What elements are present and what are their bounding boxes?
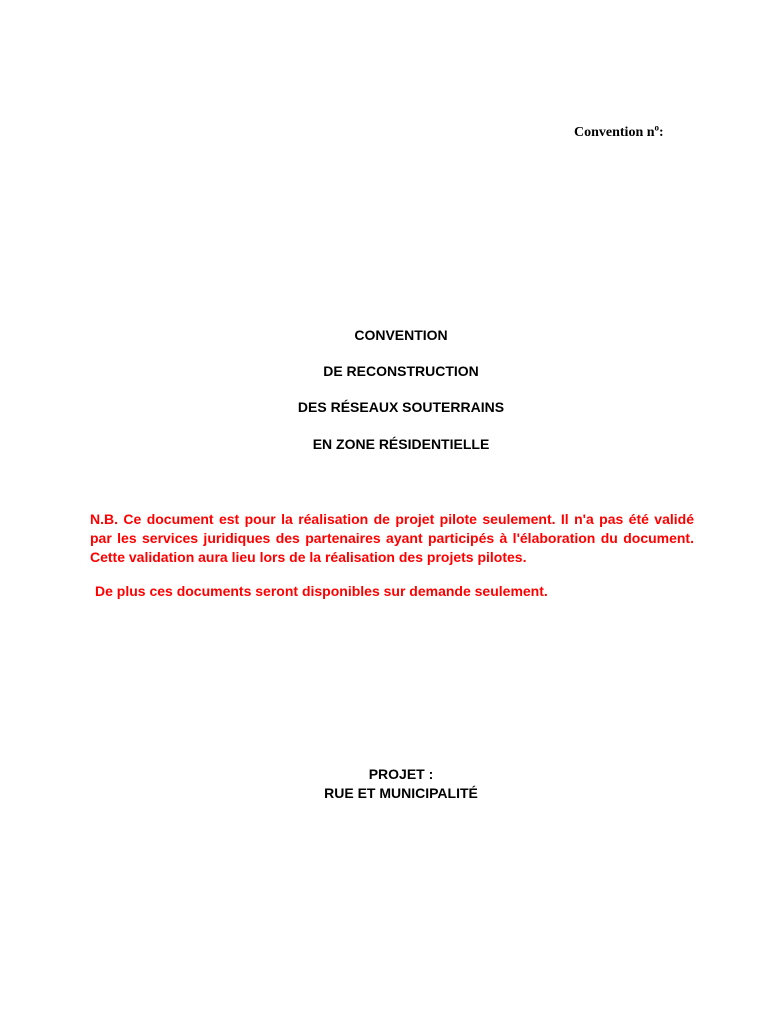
title-line-zone: EN ZONE RÉSIDENTIELLE <box>312 436 490 452</box>
project-label: PROJET : <box>368 766 434 782</box>
title-line-reseaux: DES RÉSEAUX SOUTERRAINS <box>297 399 505 415</box>
title-line-reconstruction: DE RECONSTRUCTION <box>323 363 479 379</box>
convention-number-colon: : <box>659 125 664 140</box>
convention-number-superscript: o <box>654 122 660 133</box>
convention-number-label: Convention n <box>574 125 655 140</box>
title-line-convention: CONVENTION <box>354 327 448 343</box>
notice-paragraph: N.B. Ce document est pour la réalisation de projet pilote seulement. Il n'a pas été validé par les services juridiques des partenaires ayant participés à l'élaboration du document. Cette validation aura lieu lors de la réalisation des projets pilotes. <box>90 511 694 565</box>
notice-availability: De plus ces documents seront disponibles sur demande seulement. <box>95 583 548 599</box>
convention-number-field <box>574 123 664 143</box>
project-location: RUE ET MUNICIPALITÉ <box>324 785 478 801</box>
